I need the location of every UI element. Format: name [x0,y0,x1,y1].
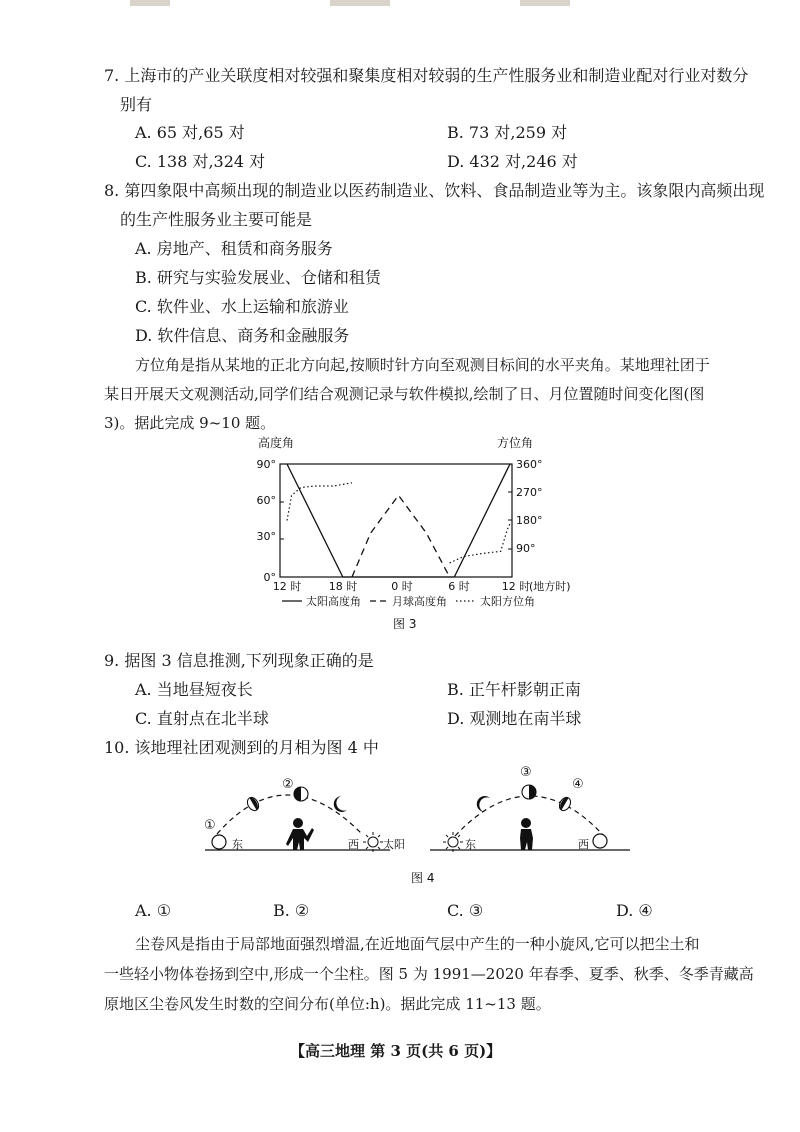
x-tick-labels [273,579,531,593]
left-tick-30: 30° [256,530,276,543]
figure-4-caption: 图 4 [411,871,435,885]
q9-option-a: A. 当地昼短夜长 [135,680,253,699]
figure-3-caption: 图 3 [393,617,417,631]
legend-sun-altitude: 太阳高度角 [306,595,361,608]
label-1: ① [204,818,216,833]
q9-stem: 9. 据图 3 信息推测,下列现象正确的是 [104,651,374,670]
x-axis-unit: (地方时) [529,580,571,593]
q8-option-c: C. 软件业、水上运输和旅游业 [135,297,349,316]
legend-sun-azimuth: 太阳方位角 [480,595,535,608]
right-tick-180: 180° [516,514,543,527]
label-2: ② [282,777,294,792]
sun-icon-left [363,832,383,852]
q10-option-d: D. ④ [616,901,653,920]
q7-option-b: B. 73 对,259 对 [447,123,568,142]
x-tick-12h-end: 12 时 [501,580,531,593]
series-line-0 [287,464,510,577]
q9-option-c: C. 直射点在北半球 [135,709,269,728]
passage2-line1: 尘卷风是指由于局部地面强烈增温,在近地面气层中产生的一种小旋风,它可以把尘土和 [135,935,700,953]
legend [282,594,535,608]
q7-stem-line2: 别有 [120,95,153,114]
sun-icon-right [443,832,463,852]
left-tick-90: 90° [256,458,276,471]
q9-option-b: B. 正午杆影朝正南 [447,680,581,699]
west-label-left: 西 [348,838,359,851]
right-tick-labels [516,458,543,555]
q7-option-c: C. 138 对,324 对 [135,152,266,171]
sun-label-left: 太阳 [383,838,405,851]
series-layer [287,464,510,577]
series-line-3 [450,524,510,563]
label-3: ③ [520,765,532,780]
x-tick-0h: 0 时 [391,580,413,593]
q10-stem: 10. 该地理社团观测到的月相为图 4 中 [104,738,379,757]
label-4: ④ [572,777,584,792]
series-line-1 [352,495,450,577]
passage1-line2: 某日开展天文观测活动,同学们结合观测记录与软件模拟,绘制了日、月位置随时间变化图(图 [104,385,705,403]
passage2-line2: 一些轻小物体卷扬到空中,形成一个尘柱。图 5 为 1991—2020 年春季、夏季、秋季、冬季青藏高 [104,965,754,983]
q8-option-a: A. 房地产、租赁和商务服务 [135,239,333,258]
page-footer: 【高三地理 第 3 页(共 6 页)】 [290,1042,502,1060]
left-axis-title: 高度角 [258,436,295,450]
passage2-line3: 原地区尘卷风发生时数的空间分布(单位:h)。据此完成 11~13 题。 [104,995,551,1013]
scan-edge-mark [520,0,570,6]
figure-4-moon-phases [0,758,800,888]
q10-option-a: A. ① [135,901,172,920]
x-tick-6h: 6 时 [448,580,470,593]
right-tick-90: 90° [516,542,536,555]
legend-moon-altitude: 月球高度角 [392,595,447,608]
left-tick-labels [257,458,277,584]
x-tick-18h: 18 时 [328,580,358,593]
right-tick-270: 270° [516,486,543,499]
q10-option-c: C. ③ [447,901,484,920]
q8-option-d: D. 软件信息、商务和金融服务 [135,326,350,345]
right-axis-title: 方位角 [497,436,534,450]
q8-stem-line2: 的生产性服务业主要可能是 [120,210,313,229]
right-tick-360: 360° [516,458,543,471]
q7-option-d: D. 432 对,246 对 [447,152,578,171]
west-label-right: 西 [578,838,589,851]
moon-phase-1-full [212,835,226,849]
scan-edge-mark [130,0,170,6]
x-tick-12h-start: 12 时 [272,580,302,593]
moon-phase-2-half [294,787,308,801]
moon-phase-4-gibbous [557,795,573,812]
observer-icon-right [520,818,533,850]
passage1-line1: 方位角是指从某地的正北方向起,按顺时针方向至观测目标间的水平夹角。某地理社团于 [135,356,710,374]
moon-phase-3-half [522,785,536,799]
left-tick-60: 60° [256,494,276,507]
moon-path-left [217,795,362,834]
q10-option-b: B. ② [273,901,310,920]
left-tick-0: 0° [263,571,276,584]
moon-phase-crescent-right [477,796,490,812]
moon-phase-gibbous-left [245,795,261,812]
east-label-left: 东 [232,838,243,851]
q7-stem-line1: 7. 上海市的产业关联度相对较强和聚集度相对较弱的生产性服务业和制造业配对行业对数分 [104,66,749,85]
moon-full-right [593,834,607,848]
observer-icon-left [286,818,314,850]
series-line-2 [287,483,352,521]
figure-4-left-panel [204,777,405,852]
figure-4-right-panel [430,765,630,852]
right-ticks [508,492,512,549]
left-ticks [280,502,284,539]
q8-option-b: B. 研究与实验发展业、仓储和租赁 [135,268,381,287]
q9-option-d: D. 观测地在南半球 [447,709,582,728]
q7-option-a: A. 65 对,65 对 [135,123,245,142]
east-label-right: 东 [465,838,476,851]
passage1-line3: 3)。据此完成 9~10 题。 [104,414,276,432]
scan-edge-mark [330,0,390,6]
q8-stem-line1: 8. 第四象限中高频出现的制造业以医药制造业、饮料、食品制造业等为主。该象限内高频出现 [104,181,765,200]
figure-3-chart [0,432,800,632]
moon-phase-crescent-left [334,796,347,812]
